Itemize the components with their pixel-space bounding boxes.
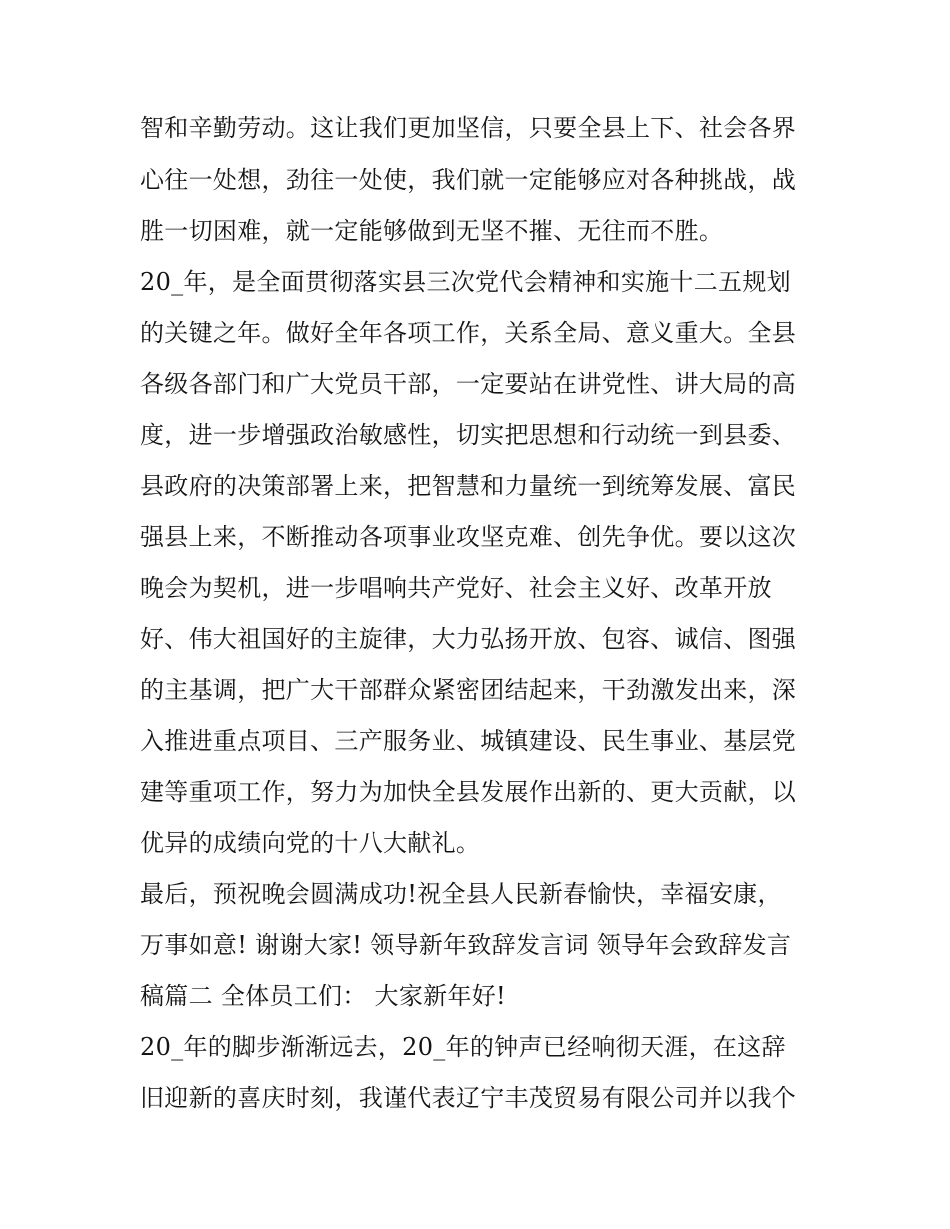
text-line-1: 智和辛勤劳动。这让我们更加坚信，只要全县上下、社会各界 xyxy=(140,114,797,142)
text-line-17: 万事如意! 谢谢大家! 领导新年致辞发言词 领导年会致辞发言 xyxy=(140,931,792,959)
text-line-15: 优异的成绩向党的十八大献礼。 xyxy=(140,829,481,857)
text-line-3: 胜一切困难，就一定能够做到无坚不摧、无往而不胜。 xyxy=(140,217,724,245)
text-line-11: 好、伟大祖国好的主旋律，大力弘扬开放、包容、诚信、图强 xyxy=(140,625,797,653)
text-line-10: 晚会为契机，进一步唱响共产党好、社会主义好、改革开放 xyxy=(140,574,772,602)
text-line-14: 建等重项工作，努力为加快全县发展作出新的、更大贡献，以 xyxy=(140,778,797,806)
text-line-6: 各级各部门和广大党员干部，一定要站在讲党性、讲大局的高 xyxy=(140,370,797,398)
text-line-9: 强县上来，不断推动各项事业攻坚克难、创先争优。要以这次 xyxy=(140,523,797,551)
text-line-4: 20_年，是全面贯彻落实县三次党代会精神和实施十二五规划 xyxy=(140,268,791,296)
text-line-12: 的主基调，把广大干部群众紧密团结起来，干劲激发出来，深 xyxy=(140,676,797,704)
text-line-16: 最后，预祝晚会圆满成功!祝全县人民新春愉快，幸福安康， xyxy=(140,880,782,908)
text-line-18: 稿篇二 全体员工们： 大家新年好! xyxy=(140,982,507,1010)
text-line-2: 心往一处想，劲往一处使，我们就一定能够应对各种挑战，战 xyxy=(140,166,797,194)
text-line-19: 20_年的脚步渐渐远去，20_年的钟声已经响彻天涯，在这辞 xyxy=(140,1033,786,1061)
text-line-20: 旧迎新的喜庆时刻，我谨代表辽宁丰茂贸易有限公司并以我个 xyxy=(140,1084,797,1112)
text-line-5: 的关键之年。做好全年各项工作，关系全局、意义重大。全县 xyxy=(140,319,797,347)
text-line-8: 县政府的决策部署上来，把智慧和力量统一到统筹发展、富民 xyxy=(140,472,797,500)
text-line-7: 度，进一步增强政治敏感性，切实把思想和行动统一到县委、 xyxy=(140,421,797,449)
text-line-13: 入推进重点项目、三产服务业、城镇建设、民生事业、基层党 xyxy=(140,727,797,755)
